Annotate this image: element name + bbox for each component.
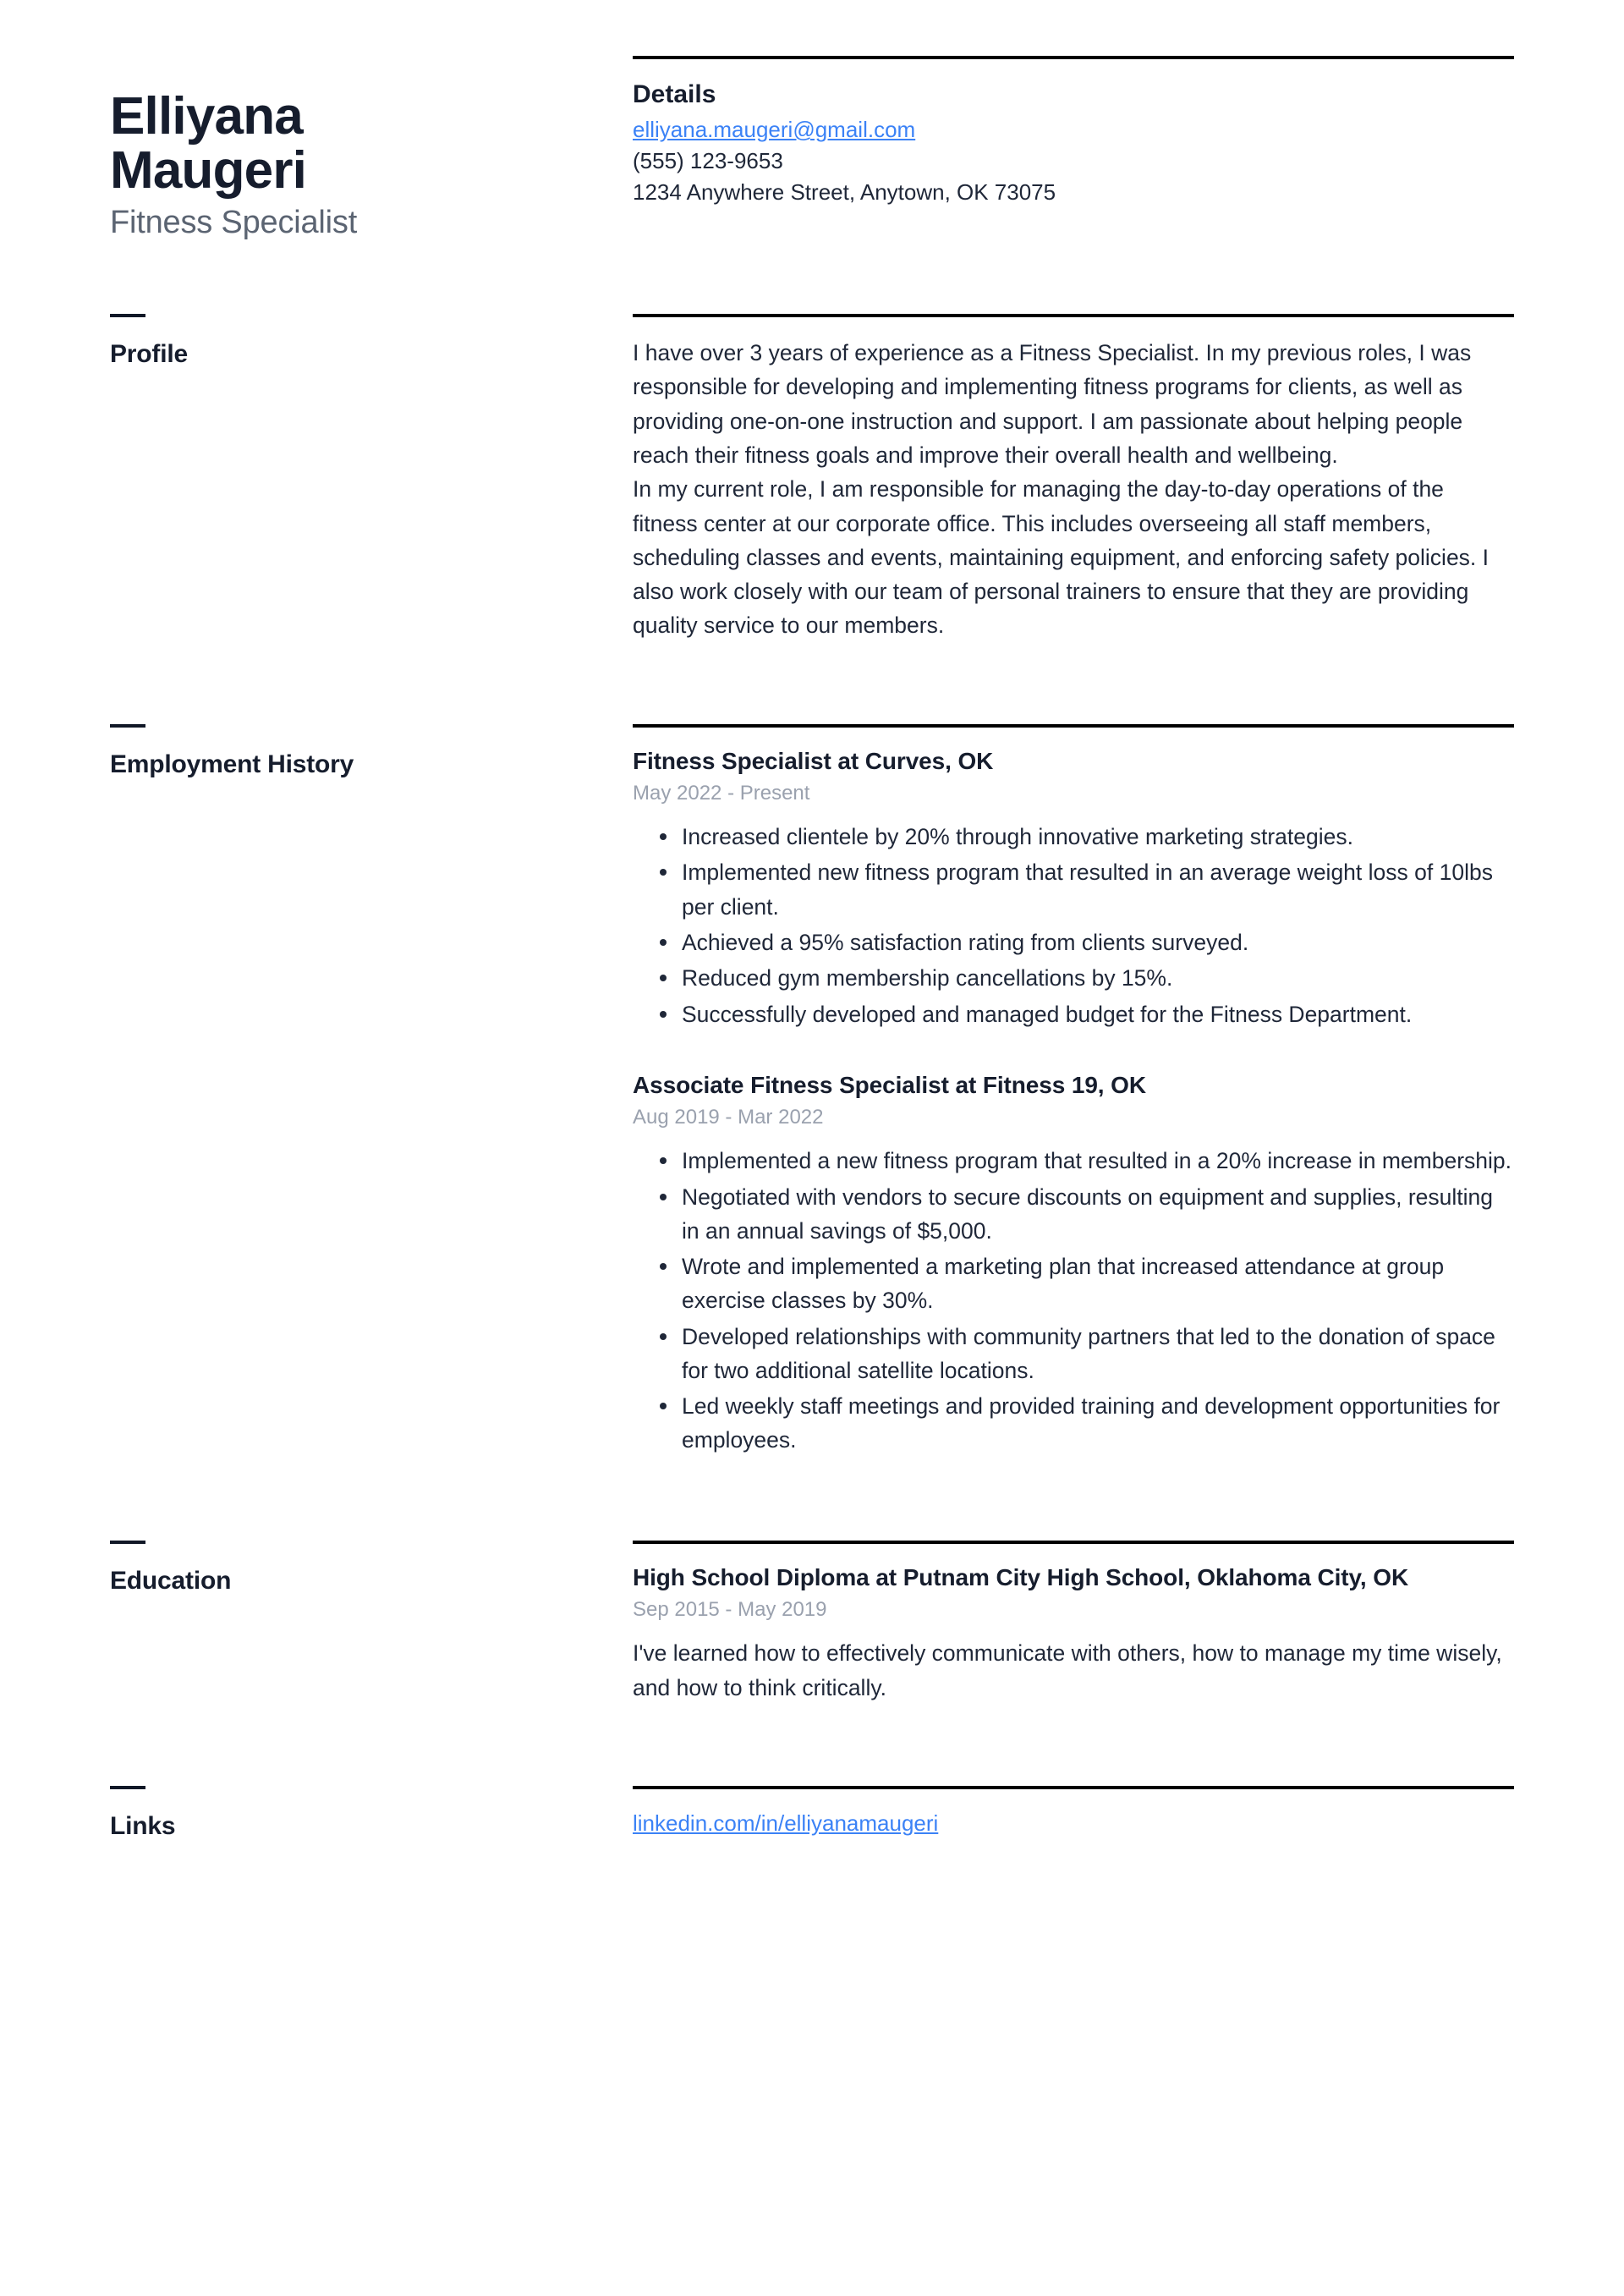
employment-entry-bullets xyxy=(633,1144,1514,1457)
profile-body xyxy=(633,317,1514,642)
employment-entry-date: May 2022 - Present xyxy=(633,782,810,805)
education-entry-title: High School Diploma at Putnam City High School, Oklahoma City, OK xyxy=(633,1563,1409,1590)
education-label-column xyxy=(110,1541,633,1596)
last-name: Maugeri xyxy=(110,140,307,200)
section-employment-history xyxy=(110,724,1514,1459)
spacer-after-employment xyxy=(110,1459,1514,1541)
education-entry-date: Sep 2015 - May 2019 xyxy=(633,1598,827,1622)
education-heading: Education xyxy=(110,1566,232,1595)
profile-paragraph: I have over 3 years of experience as a Fitness Specialist. In my previous roles, I was responsible for developing and implementing fitness programs for clients, as well as providing one-on-one instruction and support. I am passionate about helping people reach their fitness goals and improve their overall health and wellbeing. xyxy=(633,340,1472,469)
links-label-column xyxy=(110,1786,633,1842)
list-item: Increased clientele by 20% through innovative marketing strategies. xyxy=(682,820,1514,854)
first-name: Elliyana xyxy=(110,87,303,146)
list-item: Developed relationships with community partners that led to the donation of space for two additional satellite locations. xyxy=(682,1320,1514,1388)
profile-content-column xyxy=(633,314,1514,642)
employment-entries xyxy=(633,728,1514,1458)
list-item: Implemented a new fitness program that resulted in a 20% increase in membership. xyxy=(682,1144,1514,1178)
profile-paragraph: In my current role, I am responsible for managing the day-to-day operations of the fitness center at our corporate office. This includes overseeing all staff members, scheduling classes and events, maintaining equipment, and enforcing safety policies. I also work closely with our team of personal trainers to ensure that they are providing quality service to our members. xyxy=(633,476,1490,639)
list-item: Implemented new fitness program that resulted in an average weight loss of 10lbs per client. xyxy=(682,855,1514,924)
employment-entry xyxy=(633,746,1514,1031)
employment-accent-rule xyxy=(110,724,145,728)
employment-content-column xyxy=(633,724,1514,1459)
links-heading: Links xyxy=(110,1811,176,1840)
header-identity xyxy=(110,56,633,243)
list-item: Led weekly staff meetings and provided training and development opportunities for employees. xyxy=(682,1389,1514,1458)
section-profile xyxy=(110,314,1514,642)
profile-heading: Profile xyxy=(110,340,188,369)
employment-label-column xyxy=(110,724,633,780)
education-entries xyxy=(633,1544,1514,1705)
email-link[interactable]: elliyana.maugeri@gmail.com xyxy=(633,117,916,142)
employment-entry xyxy=(633,1070,1514,1458)
resume-header xyxy=(110,56,1514,243)
details-address: 1234 Anywhere Street, Anytown, OK 73075 xyxy=(633,179,1056,205)
list-item: Achieved a 95% satisfaction rating from clients surveyed. xyxy=(682,926,1514,959)
links-list xyxy=(633,1789,1514,1839)
page-title xyxy=(110,87,465,200)
education-content-column xyxy=(633,1541,1514,1705)
details-phone: (555) 123-9653 xyxy=(633,147,783,173)
employment-entry-title: Associate Fitness Specialist at Fitness 19, OK xyxy=(633,1071,1146,1098)
education-entry xyxy=(633,1563,1514,1705)
section-education xyxy=(110,1541,1514,1705)
list-item: Successfully developed and managed budget for the Fitness Department. xyxy=(682,997,1514,1031)
employment-heading: Employment History xyxy=(110,750,354,778)
list-item: Wrote and implemented a marketing plan that increased attendance at group exercise classes by 30%. xyxy=(682,1250,1514,1318)
spacer-after-profile xyxy=(110,643,1514,724)
spacer-after-header xyxy=(110,243,1514,314)
list-item: Negotiated with vendors to secure discounts on equipment and supplies, resulting in an annual savings of $5,000. xyxy=(682,1180,1514,1249)
section-links xyxy=(110,1786,1514,1842)
links-accent-rule xyxy=(110,1786,145,1789)
linkedin-link[interactable]: linkedin.com/in/elliyanamaugeri xyxy=(633,1810,939,1836)
profile-accent-rule xyxy=(110,314,145,317)
job-title-subtitle: Fitness Specialist xyxy=(110,204,358,240)
spacer-after-education xyxy=(110,1705,1514,1786)
employment-entry-date: Aug 2019 - Mar 2022 xyxy=(633,1106,824,1129)
details-divider xyxy=(633,56,1514,59)
employment-entry-bullets xyxy=(633,820,1514,1031)
education-accent-rule xyxy=(110,1541,145,1544)
details-heading: Details xyxy=(633,80,716,108)
profile-label-column xyxy=(110,314,633,370)
details-column xyxy=(633,56,1514,208)
list-item: Reduced gym membership cancellations by 15%. xyxy=(682,961,1514,995)
links-content-column xyxy=(633,1786,1514,1839)
employment-entry-title: Fitness Specialist at Curves, OK xyxy=(633,747,994,774)
education-entry-description: I've learned how to effectively communicate with others, how to manage my time wisely, and how to think critically. xyxy=(633,1640,1502,1700)
details-email-row xyxy=(633,114,1514,146)
